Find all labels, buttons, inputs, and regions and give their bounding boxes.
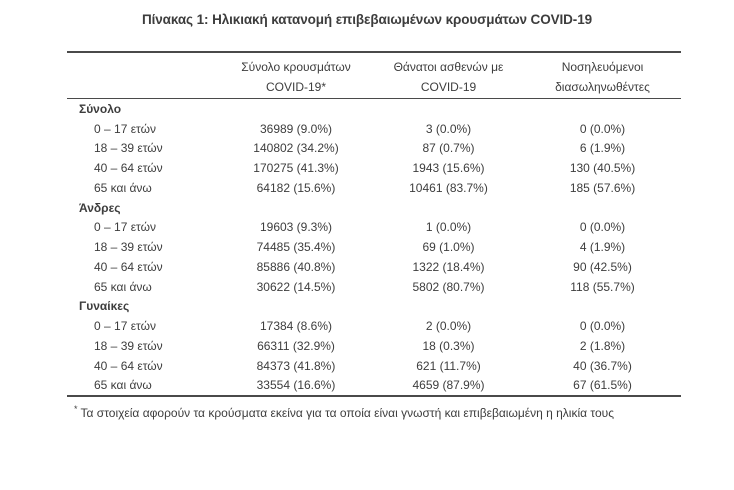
cell-total-cases: 30622 (14.5%) — [256, 279, 336, 294]
cell-total-cases: 64182 (15.6%) — [256, 180, 336, 195]
row-label: 0 – 17 ετών — [94, 319, 156, 334]
table-header-row — [67, 53, 681, 99]
cell-intubated: 4 (1.9%) — [579, 240, 626, 255]
col-header-total-cases-line2: COVID-19* — [265, 80, 327, 94]
cell-total-cases: 36989 (9.0%) — [259, 121, 333, 136]
table-row — [67, 139, 681, 159]
table-row — [67, 218, 681, 238]
col-header-empty — [67, 57, 219, 97]
cell-total-cases: 19603 (9.3%) — [259, 220, 333, 235]
cell-intubated: 6 (1.9%) — [579, 141, 626, 156]
cell-deaths: 2 (0.0%) — [425, 319, 472, 334]
cell-total-cases: 140802 (34.2%) — [253, 141, 339, 156]
cell-deaths: 1943 (15.6%) — [412, 161, 485, 176]
cell-total-cases: 84373 (41.8%) — [256, 358, 336, 373]
section-label: Γυναίκες — [79, 299, 130, 314]
cell-intubated: 185 (57.6%) — [569, 180, 636, 195]
cell-deaths: 1322 (18.4%) — [412, 259, 485, 274]
cell-total-cases: 170275 (41.3%) — [253, 161, 339, 176]
col-header-total-cases — [219, 57, 373, 97]
table-row — [67, 356, 681, 376]
cell-deaths: 1 (0.0%) — [425, 220, 472, 235]
cell-total-cases: 17384 (8.6%) — [259, 319, 333, 334]
table-row — [67, 277, 681, 297]
cell-intubated: 40 (36.7%) — [573, 358, 632, 373]
cell-deaths: 621 (11.7%) — [416, 358, 481, 373]
col-header-deaths-line1: Θάνατοι ασθενών με — [393, 60, 504, 74]
footnote-text: Τα στοιχεία αφορούν τα κρούσματα εκείνα για τα οποία είναι γνωστή και επιβεβαιωμένη η ηλικία τους — [80, 406, 614, 420]
cell-total-cases: 33554 (16.6%) — [256, 378, 336, 393]
table-title: Πίνακας 1: Ηλικιακή κατανομή επιβεβαιωμένων κρουσμάτων COVID-19 — [141, 12, 593, 27]
cell-deaths: 5802 (80.7%) — [412, 279, 485, 294]
cell-intubated: 2 (1.8%) — [579, 338, 626, 353]
table-row — [67, 376, 681, 396]
cell-intubated: 130 (40.5%) — [569, 161, 636, 176]
table-row — [67, 119, 681, 139]
row-label: 0 – 17 ετών — [94, 220, 156, 235]
table-body — [67, 99, 681, 395]
table-row — [67, 237, 681, 257]
cell-deaths: 3 (0.0%) — [425, 121, 472, 136]
cell-intubated: 118 (55.7%) — [570, 279, 635, 294]
row-label: 18 – 39 ετών — [94, 240, 163, 255]
col-header-intubated-line1: Νοσηλευόμενοι — [561, 60, 644, 74]
section-header-total — [67, 99, 681, 119]
table-row — [67, 178, 681, 198]
row-label: 40 – 64 ετών — [94, 161, 163, 176]
col-header-deaths — [373, 57, 524, 97]
cell-deaths: 10461 (83.7%) — [409, 180, 488, 195]
cell-intubated: 0 (0.0%) — [579, 121, 626, 136]
row-label: 65 και άνω — [94, 180, 152, 195]
section-label: Σύνολο — [79, 101, 122, 116]
footnote — [74, 401, 614, 421]
cell-intubated: 0 (0.0%) — [579, 319, 626, 334]
cell-intubated: 67 (61.5%) — [573, 378, 632, 393]
cell-intubated: 90 (42.5%) — [573, 259, 632, 274]
col-header-intubated — [524, 57, 681, 97]
cell-total-cases: 85886 (40.8%) — [256, 259, 336, 274]
row-label: 40 – 64 ετών — [94, 358, 163, 373]
row-label: 65 και άνω — [94, 378, 152, 393]
table-row — [67, 257, 681, 277]
cell-deaths: 87 (0.7%) — [422, 141, 475, 156]
covid-age-distribution-table — [67, 51, 681, 397]
col-header-intubated-line2: διασωληνωθέντες — [555, 80, 650, 94]
row-label: 18 – 39 ετών — [94, 141, 163, 156]
table-row — [67, 336, 681, 356]
cell-total-cases: 66311 (32.9%) — [257, 338, 335, 353]
section-header-men — [67, 198, 681, 218]
cell-intubated: 0 (0.0%) — [579, 220, 626, 235]
row-label: 65 και άνω — [94, 279, 152, 294]
cell-deaths: 4659 (87.9%) — [412, 378, 485, 393]
row-label: 40 – 64 ετών — [94, 259, 163, 274]
cell-total-cases: 74485 (35.4%) — [256, 240, 336, 255]
row-label: 0 – 17 ετών — [94, 121, 156, 136]
col-header-deaths-line2: COVID-19 — [420, 80, 477, 94]
table-row — [67, 316, 681, 336]
row-label: 18 – 39 ετών — [94, 338, 163, 353]
col-header-total-cases-line1: Σύνολο κρουσμάτων — [241, 60, 351, 74]
cell-deaths: 18 (0.3%) — [422, 338, 475, 353]
footnote-asterisk-marker: * — [74, 404, 78, 414]
section-label: Άνδρες — [79, 200, 121, 215]
table-row — [67, 158, 681, 178]
section-header-women — [67, 297, 681, 317]
cell-deaths: 69 (1.0%) — [422, 240, 475, 255]
